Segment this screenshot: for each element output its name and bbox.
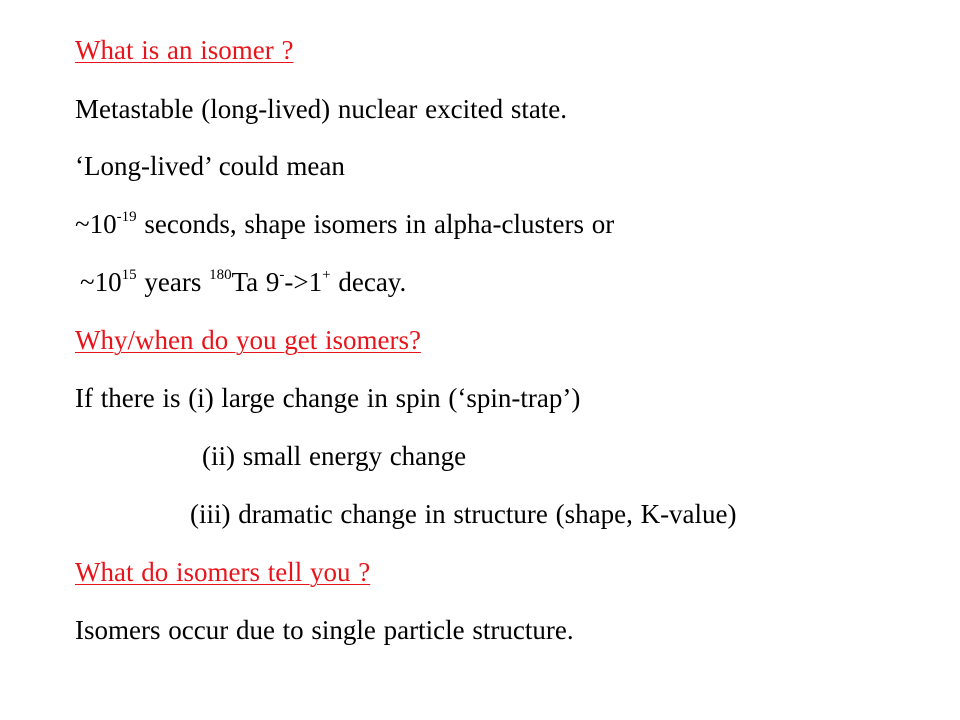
timescale-short-exponent: -19 — [116, 209, 137, 225]
timescale-long-exponent: 15 — [121, 267, 137, 283]
timescale-short-prefix: ~10 — [75, 209, 117, 239]
parity-minus: - — [279, 267, 285, 283]
condition-structure-change: (iii) dramatic change in structure (shape, K-value) — [190, 499, 737, 529]
parity-plus: + — [322, 267, 331, 283]
timescale-short-line — [75, 207, 614, 241]
heading-what-is-isomer: What is an isomer ? — [75, 35, 294, 65]
conclusion-text: Isomers occur due to single particle structure. — [75, 615, 574, 645]
decay-end: decay. — [330, 267, 407, 297]
definition-text: Metastable (long-lived) nuclear excited state. — [75, 94, 568, 124]
timescale-long-line — [80, 265, 406, 299]
condition-spin-trap: If there is (i) large change in spin (‘spin-trap’) — [75, 383, 581, 413]
long-lived-text: ‘Long-lived’ could mean — [75, 151, 345, 181]
timescale-short-rest: seconds, shape isomers in alpha-clusters or — [136, 209, 615, 239]
tantalum-mass-number: 180 — [209, 267, 232, 283]
timescale-long-years: years — [136, 267, 210, 297]
heading-what-do-isomers-tell: What do isomers tell you ? — [75, 557, 371, 587]
decay-arrow: ->1 — [284, 267, 323, 297]
heading-why-when: Why/when do you get isomers? — [75, 325, 421, 355]
condition-energy-change: (ii) small energy change — [202, 441, 467, 471]
timescale-long-prefix: ~10 — [80, 267, 122, 297]
tantalum-element: Ta 9 — [231, 267, 280, 297]
